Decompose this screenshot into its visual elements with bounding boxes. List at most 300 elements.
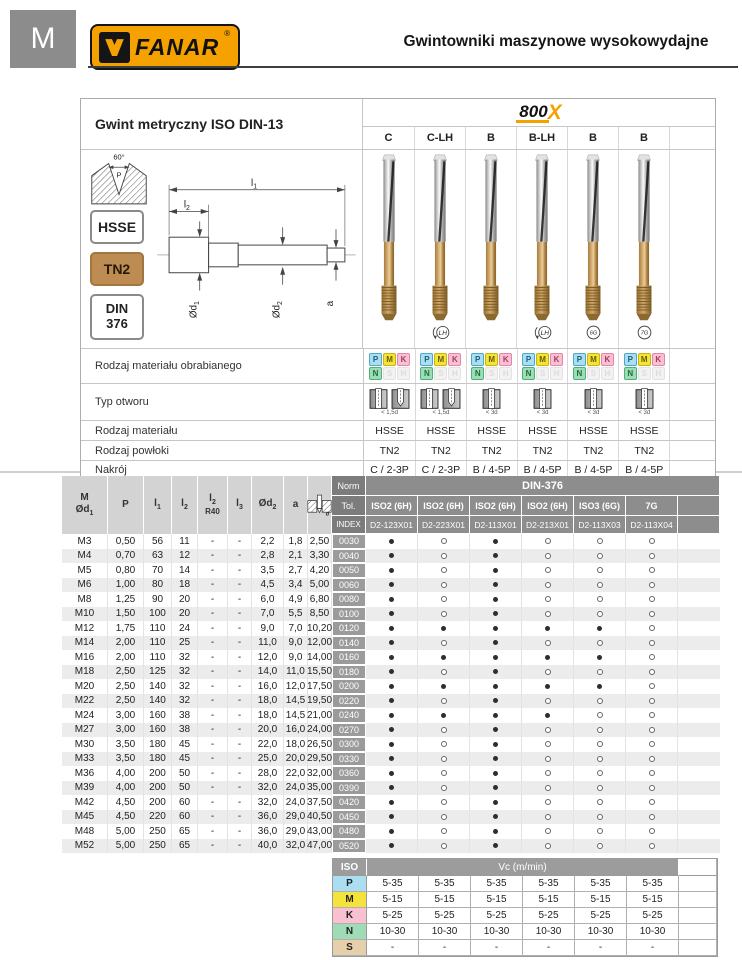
value-cell: 20 xyxy=(172,592,198,607)
size-cell: M48 xyxy=(62,824,108,839)
availability-cell xyxy=(470,810,522,825)
iso-material-badge-H: H xyxy=(499,367,512,380)
chamfer-label: Nakrój xyxy=(81,461,364,479)
on-request-circle xyxy=(545,596,551,602)
index-cell: 0420 xyxy=(332,795,366,810)
tap-symbol-slot xyxy=(636,323,653,341)
tap-column-3 xyxy=(465,150,516,348)
iso-material-badge-M: M xyxy=(485,353,498,366)
value-cell: 12,00 xyxy=(306,637,333,649)
value-cell: 19,50 xyxy=(306,695,333,707)
available-dot xyxy=(493,814,498,819)
availability-cell xyxy=(522,592,574,607)
svg-text:a: a xyxy=(325,300,337,307)
available-dot xyxy=(389,742,394,747)
value-cell: 3,5 xyxy=(252,563,284,578)
tolerance-label: Tol. xyxy=(332,496,366,516)
on-request-circle xyxy=(597,712,603,718)
available-dot xyxy=(493,727,498,732)
trailing-cell xyxy=(678,824,720,839)
on-request-circle xyxy=(545,727,551,733)
on-request-circle xyxy=(441,567,447,573)
on-request-circle xyxy=(545,611,551,617)
vc-value-cell: 5-15 xyxy=(471,892,523,908)
availability-cell xyxy=(470,679,522,694)
availability-cell xyxy=(522,795,574,810)
on-request-circle xyxy=(597,553,603,559)
availability-cell xyxy=(470,795,522,810)
badge-line xyxy=(624,367,665,380)
availability-cell xyxy=(522,839,574,854)
vc-value-cell: 10-30 xyxy=(523,924,575,940)
variant-header-4: B-LH xyxy=(516,127,567,149)
index-cell: 0300 xyxy=(332,737,366,752)
value-cell: - xyxy=(228,549,252,564)
blind-hole-icon xyxy=(442,388,461,410)
value-cell: - xyxy=(228,824,252,839)
value-cell: - xyxy=(198,766,228,781)
vc-value-cell: 10-30 xyxy=(419,924,471,940)
on-request-circle xyxy=(649,538,655,544)
tolerance-header-1: ISO2 (6H) xyxy=(366,496,418,516)
on-request-circle xyxy=(597,770,603,776)
availability-cell xyxy=(366,839,418,854)
value-cell: - xyxy=(228,752,252,767)
svg-text:Ød1: $Ød_1$ xyxy=(188,301,202,319)
available-dot xyxy=(493,597,498,602)
hole-type-2 xyxy=(415,384,466,420)
availability-cell xyxy=(366,549,418,564)
hole-type-row xyxy=(81,383,715,420)
value-cell: - xyxy=(228,839,252,854)
iso-material-badge-K: K xyxy=(652,353,665,366)
tap-images-row xyxy=(81,149,715,348)
variant-header-row xyxy=(363,127,715,149)
value-cell: 47,00 xyxy=(306,840,333,852)
on-request-circle xyxy=(441,553,447,559)
value-cell: 22,0 xyxy=(252,737,284,752)
availability-cell xyxy=(626,708,678,723)
size-cell: M20 xyxy=(62,679,108,694)
availability-cell xyxy=(366,592,418,607)
on-request-circle xyxy=(649,582,655,588)
value-cell: 3,30 xyxy=(308,549,332,564)
availability-cell xyxy=(366,563,418,578)
value-cell: 45 xyxy=(172,737,198,752)
value-cell: 24,0 xyxy=(284,781,308,796)
coating-box: TN2 xyxy=(90,252,144,286)
on-request-circle xyxy=(649,640,655,646)
value-cell: 70 xyxy=(144,563,172,578)
value-cell: 28,0 xyxy=(252,766,284,781)
series-800-text: 800 xyxy=(516,103,548,123)
vc-value-cell: 10-30 xyxy=(627,924,679,940)
availability-cell xyxy=(574,781,626,796)
iso-material-badge-P: P xyxy=(471,353,484,366)
available-dot xyxy=(493,655,498,660)
value-cell: - xyxy=(198,781,228,796)
through-hole-icon xyxy=(369,388,388,410)
on-request-circle xyxy=(441,741,447,747)
vc-row-N xyxy=(333,924,717,940)
value-cell: 14,5 xyxy=(284,694,308,709)
iso-material-badge-K: K xyxy=(550,353,563,366)
left-hand-symbol xyxy=(426,325,454,340)
badge-line xyxy=(420,367,461,380)
hole-icons xyxy=(482,388,501,410)
vc-trailing-cell xyxy=(679,924,717,940)
size-cell: M52 xyxy=(62,839,108,854)
svg-text:Ød2: $Ød_2$ xyxy=(271,301,285,319)
vc-value-cell: 5-25 xyxy=(575,908,627,924)
iso-material-badge-S: S xyxy=(638,367,651,380)
availability-cell xyxy=(470,563,522,578)
vc-value-cell: 5-25 xyxy=(419,908,471,924)
trailing-cell xyxy=(678,636,720,651)
value-cell: - xyxy=(198,810,228,825)
availability-cell xyxy=(366,781,418,796)
iso-material-badge-P: P xyxy=(522,353,535,366)
iso-material-badge-K: K xyxy=(397,353,410,366)
badge-line xyxy=(420,353,461,366)
value-cell: 6,0 xyxy=(252,592,284,607)
index-cell: 0040 xyxy=(332,549,366,564)
table-row-M52 xyxy=(62,839,720,854)
availability-cell xyxy=(470,824,522,839)
column-header-p xyxy=(108,476,144,534)
value-cell: 200 xyxy=(144,766,172,781)
svg-text:l1: $l_1$ xyxy=(251,177,258,191)
vc-row-K xyxy=(333,908,717,924)
vc-group-K: K xyxy=(333,908,367,924)
availability-cell xyxy=(574,795,626,810)
through-hole-icon xyxy=(420,388,439,410)
trailing-cell xyxy=(678,781,720,796)
available-dot xyxy=(389,553,394,558)
table-row-M8 xyxy=(62,592,720,607)
tap-symbol-slot xyxy=(528,323,556,341)
hole-depth-caption: < 1,5d xyxy=(381,410,398,416)
availability-cell xyxy=(574,563,626,578)
available-dot xyxy=(493,829,498,834)
available-dot xyxy=(389,756,394,761)
on-request-circle xyxy=(649,553,655,559)
available-dot xyxy=(389,829,394,834)
vc-trailing-cell xyxy=(679,876,717,892)
value-cell: 9,0 xyxy=(284,650,308,665)
value-cell: 4,9 xyxy=(284,592,308,607)
availability-cell xyxy=(470,766,522,781)
availability-cell xyxy=(574,752,626,767)
norm-label: Norm xyxy=(332,476,366,496)
availability-cell xyxy=(418,708,470,723)
availability-cell xyxy=(522,679,574,694)
trailing-cell xyxy=(678,766,720,781)
value-cell: 12,0 xyxy=(252,650,284,665)
availability-cell xyxy=(522,781,574,796)
tap-column-trailing xyxy=(669,150,715,348)
iso-material-badge-S: S xyxy=(383,367,396,380)
index-cell: 0200 xyxy=(332,679,366,694)
value-cell: 4,20 xyxy=(308,563,332,578)
tap-photo xyxy=(523,153,561,323)
vc-header-trailing xyxy=(679,859,717,876)
availability-cell xyxy=(626,636,678,651)
available-dot xyxy=(389,640,394,645)
on-request-circle xyxy=(597,669,603,675)
product-spec-table xyxy=(80,98,716,480)
availability-cell xyxy=(574,534,626,549)
value-cell: 18,0 xyxy=(284,737,308,752)
badge-grid xyxy=(471,353,512,380)
badge-line xyxy=(471,367,512,380)
vc-value-cell: 5-25 xyxy=(367,908,419,924)
value-cell: - xyxy=(198,665,228,680)
value-cell: 2,2 xyxy=(252,534,284,549)
availability-cell xyxy=(418,578,470,593)
available-dot xyxy=(493,698,498,703)
hole-icon-wrap xyxy=(584,388,603,410)
hole-depth-caption: < 3d xyxy=(485,410,498,416)
value-cell: 11,0 xyxy=(252,636,284,651)
trailing-cell xyxy=(678,650,720,665)
on-request-circle xyxy=(441,799,447,805)
value-cell: 10,20 xyxy=(306,622,333,634)
value-cell: 25 xyxy=(172,636,198,651)
availability-cell xyxy=(574,592,626,607)
value-cell: 4,50 xyxy=(108,810,144,825)
tap-photo xyxy=(421,153,459,323)
on-request-circle xyxy=(597,640,603,646)
value-cell: 8,50 xyxy=(308,607,332,622)
value-cell: 35,00 xyxy=(306,782,333,794)
available-dot xyxy=(493,568,498,573)
hole-depth-caption: < 3d xyxy=(587,410,600,416)
on-request-circle xyxy=(441,814,447,820)
size-cell: M33 xyxy=(62,752,108,767)
index-cell: 0330 xyxy=(332,752,366,767)
iso-material-badge-N: N xyxy=(522,367,535,380)
value-cell: - xyxy=(228,795,252,810)
value-cell: 4,5 xyxy=(252,578,284,593)
iso-material-badge-H: H xyxy=(448,367,461,380)
iso-material-badge-M: M xyxy=(434,353,447,366)
value-cell: - xyxy=(228,723,252,738)
available-dot xyxy=(389,597,394,602)
value-cell: - xyxy=(228,650,252,665)
value-cell: - xyxy=(228,781,252,796)
table-row-M6 xyxy=(62,578,720,593)
on-request-circle xyxy=(545,770,551,776)
badge-line xyxy=(369,353,410,366)
on-request-circle xyxy=(649,741,655,747)
availability-cell xyxy=(418,694,470,709)
vc-row-M xyxy=(333,892,717,908)
index-code-header-5: D2-113X03 xyxy=(574,516,626,534)
availability-cell xyxy=(470,781,522,796)
availability-cell xyxy=(470,592,522,607)
coating-label: Rodzaj powłoki xyxy=(81,441,364,460)
table-row-M39 xyxy=(62,781,720,796)
value-cell: 65 xyxy=(172,824,198,839)
vc-value-cell: 5-15 xyxy=(627,892,679,908)
availability-cell xyxy=(470,650,522,665)
header-symbol-line: $l_2$ xyxy=(181,497,188,511)
on-request-circle xyxy=(597,611,603,617)
coating-row xyxy=(81,440,715,460)
hole-icon-wrap xyxy=(442,388,461,410)
index-cell: 0120 xyxy=(332,621,366,636)
value-cell: - xyxy=(198,795,228,810)
material-value-2: HSSE xyxy=(415,421,466,440)
value-cell: 9,0 xyxy=(284,636,308,651)
availability-cell xyxy=(574,679,626,694)
through-hole-icon xyxy=(533,388,552,410)
header-symbol-line: $Ød_1$ xyxy=(75,503,94,517)
on-request-circle xyxy=(441,611,447,617)
index-cell: 0080 xyxy=(332,592,366,607)
svg-text:P: P xyxy=(116,170,122,180)
variant-header-trailing xyxy=(669,127,715,149)
on-request-circle xyxy=(649,756,655,762)
badge-grid xyxy=(522,353,563,380)
value-cell: - xyxy=(198,839,228,854)
header-symbol-line: a xyxy=(292,499,299,511)
value-cell: 2,50 xyxy=(308,534,332,549)
value-cell: 63 xyxy=(144,549,172,564)
value-cell: 1,00 xyxy=(108,578,144,593)
availability-cell xyxy=(418,752,470,767)
availability-cell xyxy=(418,592,470,607)
on-request-circle xyxy=(597,727,603,733)
on-request-circle xyxy=(545,640,551,646)
availability-cell xyxy=(626,534,678,549)
value-cell: - xyxy=(228,766,252,781)
availability-cell xyxy=(470,607,522,622)
on-request-circle xyxy=(649,596,655,602)
trailing-cell xyxy=(678,679,720,694)
value-cell: 250 xyxy=(144,824,172,839)
value-cell: 56 xyxy=(144,534,172,549)
available-dot xyxy=(441,655,446,660)
index-code-header-6: D2-113X04 xyxy=(626,516,678,534)
on-request-circle xyxy=(649,611,655,617)
iso-material-badge-P: P xyxy=(420,353,433,366)
vc-value-cell: 5-35 xyxy=(575,876,627,892)
iso-material-badge-P: P xyxy=(573,353,586,366)
available-dot xyxy=(493,669,498,674)
value-cell: 17,50 xyxy=(306,680,333,692)
availability-cell xyxy=(418,795,470,810)
value-cell: 140 xyxy=(144,694,172,709)
header-extra-line: R40 xyxy=(205,507,220,517)
availability-cell xyxy=(366,766,418,781)
vc-value-cell: 5-25 xyxy=(627,908,679,924)
left-hand-symbol xyxy=(528,325,556,340)
availability-cell xyxy=(574,694,626,709)
on-request-circle xyxy=(597,698,603,704)
value-cell: - xyxy=(228,636,252,651)
available-dot xyxy=(493,785,498,790)
available-dot xyxy=(389,843,394,848)
vc-value-cell: 10-30 xyxy=(367,924,419,940)
availability-cell xyxy=(574,607,626,622)
iso-material-badge-N: N xyxy=(420,367,433,380)
value-cell: - xyxy=(198,549,228,564)
available-dot xyxy=(389,611,394,616)
availability-cell xyxy=(522,607,574,622)
index-cell: 0520 xyxy=(332,839,366,854)
on-request-circle xyxy=(597,538,603,544)
value-cell: 2,00 xyxy=(108,650,144,665)
table-row-M48 xyxy=(62,824,720,839)
hole-icon-wrap xyxy=(533,388,552,410)
iso-material-badge-K: K xyxy=(499,353,512,366)
column-header-m xyxy=(62,476,108,534)
value-cell: 3,00 xyxy=(108,723,144,738)
available-dot xyxy=(493,626,498,631)
availability-cell xyxy=(574,839,626,854)
hole-icon-wrap xyxy=(369,388,388,410)
value-cell: 90 xyxy=(144,592,172,607)
svg-text:d: d xyxy=(325,511,330,516)
value-cell: 26,50 xyxy=(306,738,333,750)
vc-value-cell: 5-15 xyxy=(367,892,419,908)
value-cell: 5,00 xyxy=(108,824,144,839)
badge-grid xyxy=(624,353,665,380)
value-cell: 2,50 xyxy=(108,679,144,694)
availability-cell xyxy=(574,665,626,680)
cutting-speed-table xyxy=(332,858,718,957)
availability-cell xyxy=(418,723,470,738)
index-cell: 0030 xyxy=(332,534,366,549)
availability-cell xyxy=(470,621,522,636)
value-cell: 3,50 xyxy=(108,737,144,752)
coating-value-6: TN2 xyxy=(618,441,669,460)
iso-header: ISO xyxy=(333,859,367,876)
on-request-circle xyxy=(441,640,447,646)
available-dot xyxy=(493,640,498,645)
badge-line xyxy=(369,367,410,380)
on-request-circle xyxy=(649,843,655,849)
value-cell: - xyxy=(198,694,228,709)
on-request-circle xyxy=(441,770,447,776)
size-cell: M39 xyxy=(62,781,108,796)
trailing-cell xyxy=(678,621,720,636)
availability-cell xyxy=(418,781,470,796)
header-symbol-line: $Ød_2$ xyxy=(258,497,277,511)
availability-cell xyxy=(574,824,626,839)
svg-text:l2: $l_2$ xyxy=(183,199,190,213)
thread-profile-icon xyxy=(88,151,150,206)
availability-cell xyxy=(470,723,522,738)
size-cell: M24 xyxy=(62,708,108,723)
index-cell: 0140 xyxy=(332,636,366,651)
availability-cell xyxy=(366,665,418,680)
value-cell: 0,70 xyxy=(108,549,144,564)
on-request-circle xyxy=(545,741,551,747)
on-request-circle xyxy=(441,828,447,834)
value-cell: 7,0 xyxy=(252,607,284,622)
available-dot xyxy=(389,800,394,805)
available-dot xyxy=(389,684,394,689)
value-cell: 32,0 xyxy=(284,839,308,854)
size-cell: M4 xyxy=(62,549,108,564)
on-request-circle xyxy=(597,596,603,602)
size-cell: M16 xyxy=(62,650,108,665)
availability-cell xyxy=(626,607,678,622)
iso-material-badge-P: P xyxy=(624,353,637,366)
